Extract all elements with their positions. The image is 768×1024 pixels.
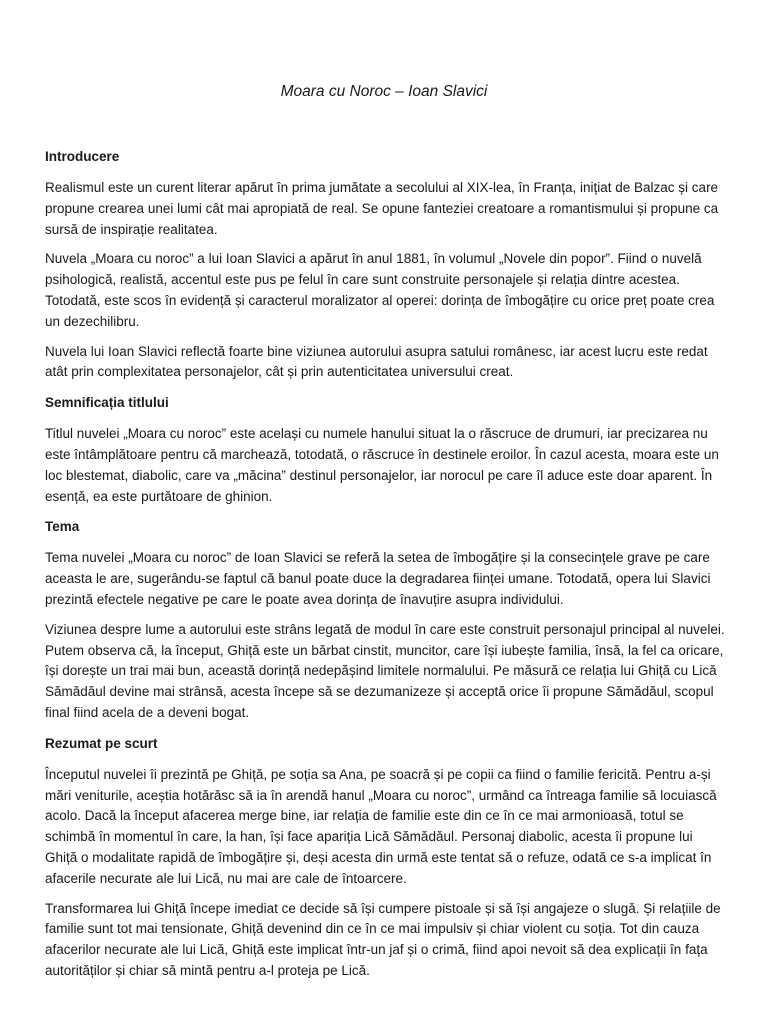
paragraph: Viziunea despre lume a autorului este strâns legată de modul în care este construit personajul principal al nuvelei. Putem observa că, la început, Ghiță este un bărbat cinstit, muncitor, care își iubește familia, însă, la fel ca oricare, își dorește un trai mai bun, această dorință nedepășind limitele normalului. Pe măsură ce relația lui Ghiță cu Lică Sămădăul devine mai strânsă, acesta începe să se dezumanizeze și acceptă orice îi propune Sămădăul, scopul final fiind acela de a deveni bogat. [45, 621, 725, 720]
paragraph: Tema nuvelei „Moara cu noroc” de Ioan Slavici se referă la setea de îmbogățire și la consecințele grave pe care aceasta le are, sugerându-se faptul că banul poate duce la degradarea ființei umane. Totodată, opera lui Slavici prezintă efectele negative pe care le poate avea dorința de înavuțire asupra individului. [45, 550, 711, 607]
document-title: Moara cu Noroc – Ioan Slavici [280, 83, 488, 100]
section-heading: Rezumat pe scurt [45, 735, 158, 751]
paragraph: Realismul este un curent literar apărut în prima jumătate a secolului al XIX-lea, în Franța, inițiat de Balzac și care propune crearea unei lumi cât mai apropiată de real. Se opune fanteziei creatoare a romantismului și propune ca sursă de inspirație realitatea. [45, 180, 719, 237]
paragraph: Începutul nuvelei îi prezintă pe Ghiță, pe soția sa Ana, pe soacră și pe copii ca fiind o familie fericită. Pentru a-și mări veniturile, aceștia hotărăsc să ia în arendă hanul „Moara cu noroc”, urmând ca întreaga familie să locuiască acolo. Dacă la început afacerea merge bine, iar relația de familie este din ce în ce mai armonioasă, totul se schimbă în momentul în care, la han, își face apariția Lică Sămădăul. Personaj diabolic, acesta îi propune lui Ghiță o modalitate rapidă de îmbogățire și, deși acesta din urmă este tentat să o refuze, odată ce s-a implicat în afacerile necurate ale lui Lică, nu mai are cale de întoarcere. [45, 766, 717, 886]
section-tema [45, 516, 725, 723]
section-heading: Tema [45, 519, 80, 535]
paragraph: Nuvela lui Ioan Slavici reflectă foarte bine viziunea autorului asupra satului românesc, iar acest lucru este redat atât prin complexitatea personajelor, cât și prin autenticitatea universului creat. [45, 343, 708, 380]
paragraph: Transformarea lui Ghiță începe imediat ce decide să își cumpere pistoale și să își angajeze o slugă. Și relațiile de familie sunt tot mai tensionate, Ghiță devenind din ce în ce mai impulsiv și chiar violent cu soția. Tot din cauza afacerilor necurate ale lui Lică, Ghiță este implicat într-un jaf și o crimă, fiind apoi nevoit să dea explicații în fața autorităților și chiar să mintă pentru a-l proteja pe Lică. [45, 900, 721, 978]
section-heading: Semnificația titlului [45, 395, 169, 411]
document-body [45, 146, 725, 991]
section-rezumat-pe-scurt [45, 733, 725, 982]
section-semnificatia-titlului [45, 392, 725, 507]
section-heading: Introducere [45, 149, 120, 164]
paragraph: Titlul nuvelei „Moara cu noroc” este același cu numele hanului situat la o răscruce de drumuri, iar precizarea nu este întâmplătoare pentru că marchează, totodată, o răscruce în destinele eroilor. În cazul acesta, moara este un loc blestemat, diabolic, care va „măcina” destinul personajelor, iar norocul pe care îl aduce este doar aparent. În esență, ea este purtătoare de ghinion. [45, 426, 719, 504]
paragraph: Nuvela „Moara cu noroc” a lui Ioan Slavici a apărut în anul 1881, în volumul „Novele din popor”. Fiind o nuvelă psihologică, realistă, accentul este pus pe felul în care sunt construite personajele și relația dintre acestea. Totodată, este scos în evidență și caracterul moralizator al operei: dorința de îmbogățire cu orice preț poate crea un dezechilibru. [45, 251, 715, 329]
section-introducere [45, 146, 725, 383]
